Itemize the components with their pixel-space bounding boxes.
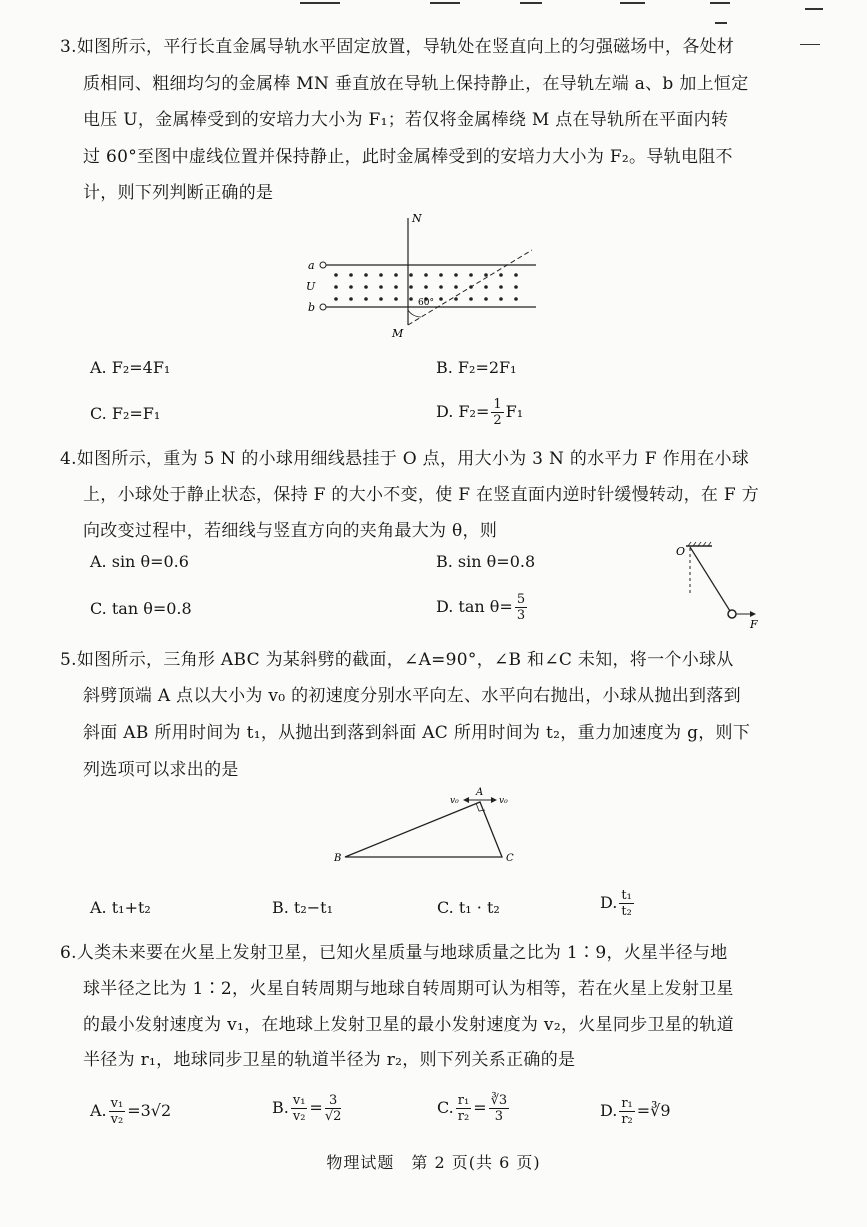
string — [690, 547, 730, 611]
q3-line-4: 过 60°至图中虚线位置并保持静止，此时金属棒受到的安培力大小为 F₂。导轨电阻不 — [83, 147, 733, 167]
q3-option-c: C. F₂=F₁ — [90, 404, 161, 423]
label-angle: 60° — [418, 298, 434, 308]
fraction: $\frac{\text{r₁}}{\text{r₂}}$ — [457, 1093, 470, 1124]
field-dot — [334, 297, 338, 301]
field-dot — [379, 285, 383, 289]
label-c: C — [506, 853, 514, 864]
q3-option-a: A. F₂=4F₁ — [90, 358, 171, 377]
q4-pendulum-figure — [672, 538, 772, 633]
label-m: M — [392, 327, 404, 340]
magnetic-field-dots — [334, 273, 518, 301]
fraction: $\frac{\text{t₁}}{\text{t₂}}$ — [621, 888, 632, 919]
field-dot — [514, 273, 518, 277]
q6-option-d: D. $\frac{\text{r₁}}{\text{r₂}}$ =∛9 — [600, 1096, 671, 1127]
fraction: $\frac{\text{v₁}}{\text{v₂}}$ — [292, 1093, 306, 1124]
field-dot — [484, 273, 488, 277]
field-dot — [439, 297, 443, 301]
field-dot — [334, 273, 338, 277]
ball — [728, 610, 736, 618]
q6-option-c: C. $\frac{\text{r₁}}{\text{r₂}}$ = $\frac{∛3}{3}$ — [437, 1093, 508, 1124]
field-dot — [349, 273, 353, 277]
field-dot — [514, 297, 518, 301]
label-b: B — [334, 853, 342, 864]
scan-mark — [520, 2, 542, 4]
q5-option-c: C. t₁ · t₂ — [437, 898, 500, 917]
label-b: b — [308, 301, 316, 314]
scan-mark — [715, 22, 727, 24]
field-dot — [394, 285, 398, 289]
label-n: N — [412, 212, 422, 225]
q5-wedge-figure — [330, 780, 530, 870]
label-v0-left: v₀ — [450, 796, 459, 806]
q4-option-b: B. sin θ=0.8 — [436, 552, 536, 571]
q4-option-d: D. tan θ= $\frac{5}{3}$ — [436, 592, 526, 623]
q4-line-3: 向改变过程中，若细线与竖直方向的夹角最大为 θ，则 — [83, 521, 498, 541]
q6-option-b: B. $\frac{\text{v₁}}{\text{v₂}}$ = $\frac{3}{√2}$ — [272, 1093, 342, 1124]
label-o: O — [676, 545, 686, 558]
q4-line-1: 4.如图所示，重为 5 N 的小球用细线悬挂于 O 点，用大小为 3 N 的水平力 F 作用在小球 — [60, 449, 750, 469]
q6-line-1: 6.人类未来要在火星上发射卫星，已知火星质量与地球质量之比为 1∶9，火星半径与地 — [60, 943, 728, 963]
field-dot — [349, 297, 353, 301]
page-footer: 物理试题 第 2 页(共 6 页) — [326, 1153, 541, 1172]
q6-option-a: A. $\frac{\text{v₁}}{\text{v₂}}$ =3√2 — [90, 1096, 172, 1127]
q5-line-3: 斜面 AB 所用时间为 t₁，从抛出到落到斜面 AC 所用时间为 t₂，重力加速度为 g，则下 — [83, 723, 751, 743]
scan-mark — [800, 44, 820, 45]
field-dot — [484, 285, 488, 289]
q5-line-4: 列选项可以求出的是 — [83, 760, 239, 780]
field-dot — [334, 285, 338, 289]
fraction: $\frac{\text{r₁}}{\text{r₂}}$ — [621, 1096, 633, 1127]
label-f: F — [750, 618, 758, 631]
field-dot — [364, 297, 368, 301]
field-dot — [409, 285, 413, 289]
fraction: $\frac{3}{√2}$ — [324, 1093, 342, 1124]
field-dot — [349, 285, 353, 289]
field-dot — [394, 273, 398, 277]
field-dot — [394, 297, 398, 301]
q5-line-1: 5.如图所示，三角形 ABC 为某斜劈的截面，∠A=90°，∠B 和∠C 未知，将一个小球从 — [60, 650, 734, 670]
scan-mark — [620, 2, 645, 4]
q5-line-2: 斜劈顶端 A 点以大小为 v₀ 的初速度分别水平向左、水平向右抛出，小球从抛出到落到 — [83, 686, 741, 706]
q5-option-b: B. t₂−t₁ — [272, 898, 334, 917]
field-dot — [499, 273, 503, 277]
field-dot — [484, 297, 488, 301]
label-a: A — [476, 787, 484, 798]
fraction: $\frac{5}{3}$ — [516, 592, 526, 623]
field-dot — [469, 297, 473, 301]
q3-rail-figure — [300, 210, 550, 345]
field-dot — [454, 297, 458, 301]
scan-mark — [805, 8, 823, 10]
q3-option-d: D. F₂= $\frac{1}{2}$ F₁ — [436, 397, 524, 428]
q4-line-2: 上，小球处于静止状态，保持 F 的大小不变，使 F 在竖直面内逆时针缓慢转动，在 F 方 — [83, 485, 760, 505]
field-dot — [499, 285, 503, 289]
q6-line-2: 球半径之比为 1∶2，火星自转周期与地球自转周期可认为相等，若在火星上发射卫星 — [83, 979, 734, 999]
label-a: a — [308, 259, 315, 272]
field-dot — [409, 297, 413, 301]
q6-line-4: 半径为 r₁，地球同步卫星的轨道半径为 r₂，则下列关系正确的是 — [83, 1050, 576, 1070]
fraction: $\frac{\text{v₁}}{\text{v₂}}$ — [110, 1096, 124, 1127]
field-dot — [514, 285, 518, 289]
field-dot — [499, 297, 503, 301]
scan-mark — [300, 2, 340, 4]
field-dot — [454, 285, 458, 289]
q3-line-2: 质相同、粗细均匀的金属棒 MN 垂直放在导轨上保持静止，在导轨左端 a、b 加上恒定 — [83, 74, 749, 94]
field-dot — [454, 273, 458, 277]
q3-option-b: B. F₂=2F₁ — [436, 358, 517, 377]
q4-option-a: A. sin θ=0.6 — [90, 552, 189, 571]
field-dot — [364, 285, 368, 289]
fraction: $\frac{∛3}{3}$ — [490, 1093, 508, 1124]
field-dot — [424, 273, 428, 277]
q5-option-d: D. $\frac{\text{t₁}}{\text{t₂}}$ — [600, 888, 632, 919]
field-dot — [424, 285, 428, 289]
q5-option-a: A. t₁+t₂ — [90, 898, 151, 917]
label-u: U — [306, 280, 316, 293]
q3-line-5: 计，则下列判断正确的是 — [83, 183, 274, 203]
fraction: $\frac{1}{2}$ — [493, 397, 502, 428]
field-dot — [379, 273, 383, 277]
field-dot — [379, 297, 383, 301]
scan-mark — [710, 2, 730, 4]
q4-option-c: C. tan θ=0.8 — [90, 599, 192, 618]
field-dot — [439, 285, 443, 289]
field-dot — [469, 273, 473, 277]
q6-line-3: 的最小发射速度为 v₁，在地球上发射卫星的最小发射速度为 v₂，火星同步卫星的轨道 — [83, 1015, 734, 1035]
field-dot — [364, 273, 368, 277]
field-dot — [439, 273, 443, 277]
q3-line-3: 电压 U，金属棒受到的安培力大小为 F₁；若仅将金属棒绕 M 点在导轨所在平面内转 — [83, 110, 729, 130]
q3-line-1: 3.如图所示，平行长直金属导轨水平固定放置，导轨处在竖直向上的匀强磁场中，各处材 — [60, 37, 735, 57]
scan-mark — [430, 2, 460, 4]
label-v0-right: v₀ — [499, 796, 508, 806]
field-dot — [409, 273, 413, 277]
